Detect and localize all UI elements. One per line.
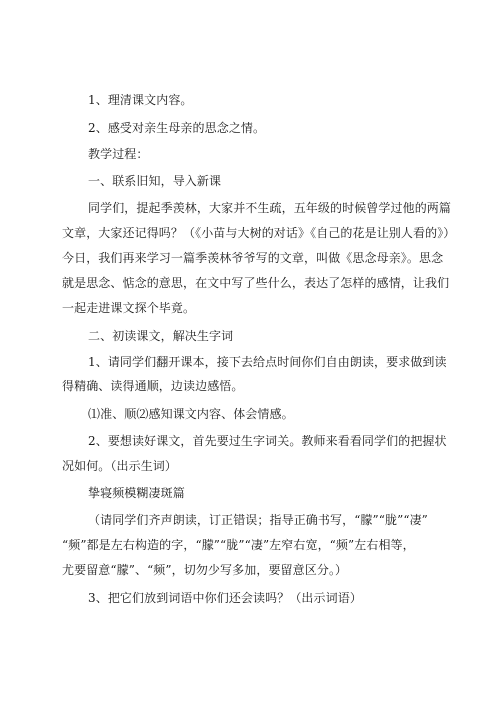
- paragraph-line: 就是思念、惦念的意思，在文中写了些什么，表达了怎样的感情，让我们: [62, 276, 450, 290]
- section-heading-2: 二、初读课文，解决生字词: [88, 329, 234, 343]
- paragraph-line: 一起走进课文探个毕竟。: [62, 301, 196, 315]
- paragraph-line: 1、请同学们翻开课本，接下去给点时间你们自由朗读，要求做到读: [88, 355, 447, 369]
- paragraph-line: ⑴准、顺⑵感知课文内容、体会情感。: [88, 407, 294, 421]
- paragraph-line: 今日，我们再来学习一篇季羡林爷爷写的文章，叫做《思念母亲》。思念: [62, 251, 444, 265]
- objective-2: 2、感受对亲生母亲的思念之情。: [88, 121, 266, 135]
- paragraph-line: 文章，大家还记得吗？（《小苗与大树的对话》《自己的花是让别人看的》）: [62, 226, 456, 240]
- paragraph-line: 同学们，提起季羡林，大家并不生疏，五年级的时候曾学过他的两篇: [88, 201, 452, 215]
- paragraph-line: 2、要想读好课文，首先要过生字词关。教师来看看同学们的把握状: [88, 434, 447, 448]
- objective-1: 1、理清课文内容。: [88, 93, 193, 107]
- paragraph-line: 况如何。（出示生词）: [62, 459, 178, 473]
- paragraph-line: 3、把它们放到词语中你们还会读吗？（出示词语）: [88, 591, 362, 605]
- section-heading-process: 教学过程：: [88, 147, 149, 161]
- paragraph-line: 得精确、读得通顺，边读边感悟。: [62, 379, 244, 393]
- paragraph-line: 尤要留意“朦”、“频”，切勿少写多加，要留意区分。）: [62, 563, 348, 577]
- vocab-list: 挚寝频模糊凄斑篇: [88, 486, 185, 500]
- section-heading-1: 一、联系旧知，导入新课: [88, 174, 222, 188]
- paragraph-line: “频”都是左右构造的字，“朦”“胧”“凄”左窄右宽，“频”左右相等，: [62, 538, 415, 552]
- paragraph-line: （请同学们齐声朗读，订正错误；指导正确书写，“朦”“胧”“凄”: [88, 513, 428, 527]
